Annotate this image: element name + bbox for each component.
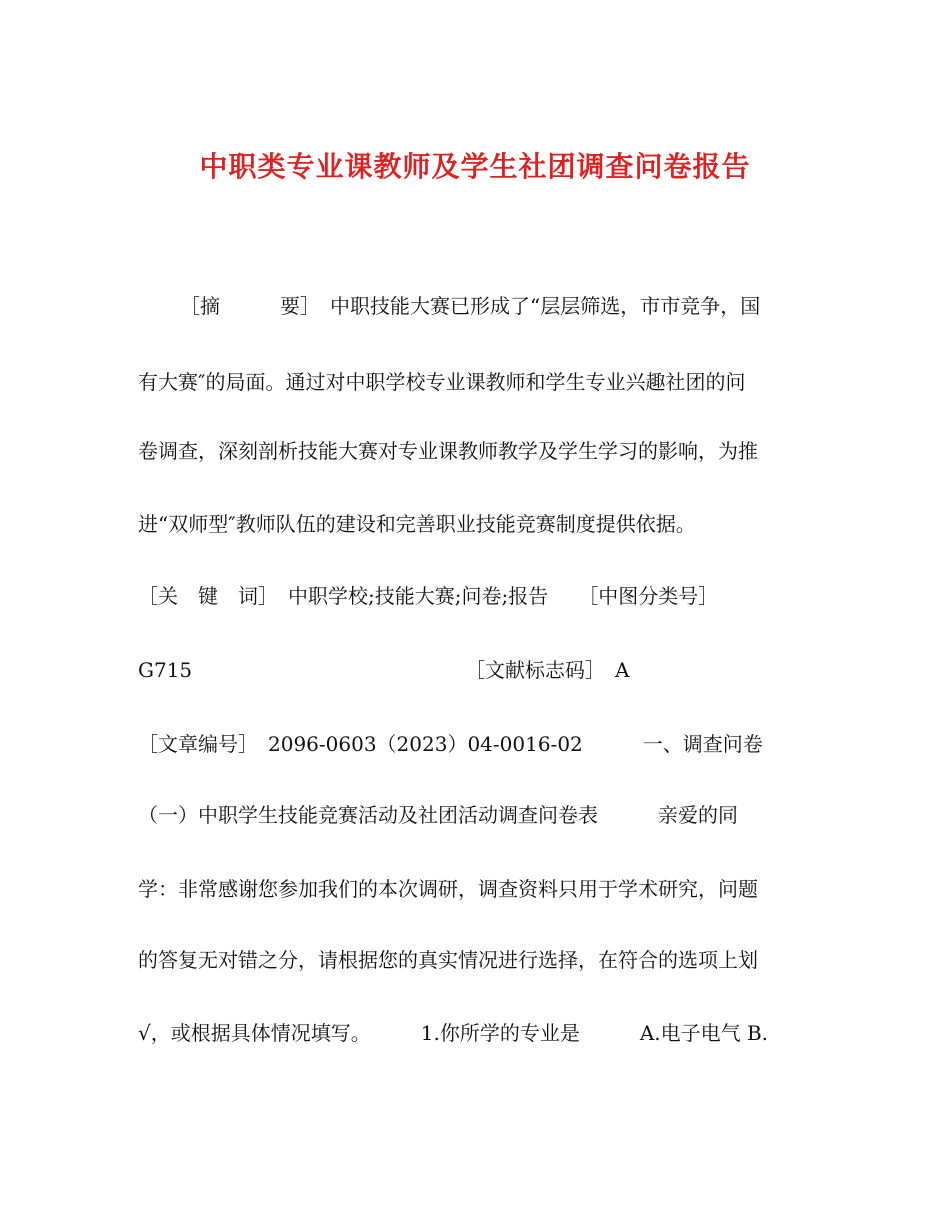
keywords-line: ［关 键 词］ 中职学校;技能大赛;问卷;报告 ［中图分类号］ — [138, 584, 719, 608]
abstract-line: 卷调查，深刻剖析技能大赛对专业课教师教学及学生学习的影响，为推 — [138, 439, 758, 463]
article-number-line: ［文章编号］ 2096-0603（2023）04-0016-02 一、调查问卷 — [138, 732, 763, 756]
abstract-line: ［摘 要］ 中职技能大赛已形成了“层层筛选，市市竞争，国 — [180, 294, 761, 318]
classification-code: G715 — [138, 658, 193, 682]
body-line: 学：非常感谢您参加我们的本次调研，调查资料只用于学术研究，问题 — [138, 877, 758, 901]
body-line: （一）中职学生技能竞赛活动及社团活动调查问卷表 亲爱的同 — [138, 803, 738, 827]
body-line: 的答复无对错之分，请根据您的真实情况进行选择，在符合的选项上划 — [138, 948, 758, 972]
body-line: √，或根据具体情况填写。 1.你所学的专业是 A.电子电气 B. — [138, 1021, 769, 1045]
abstract-line: 进“双师型″教师队伍的建设和完善职业技能竞赛制度提供依据。 — [138, 512, 696, 536]
document-code: ［文献标志码］ A — [465, 658, 630, 682]
document-title: 中职类专业课教师及学生社团调查问卷报告 — [199, 149, 751, 183]
abstract-line: 有大赛″的局面。通过对中职学校专业课教师和学生专业兴趣社团的问 — [138, 370, 746, 394]
